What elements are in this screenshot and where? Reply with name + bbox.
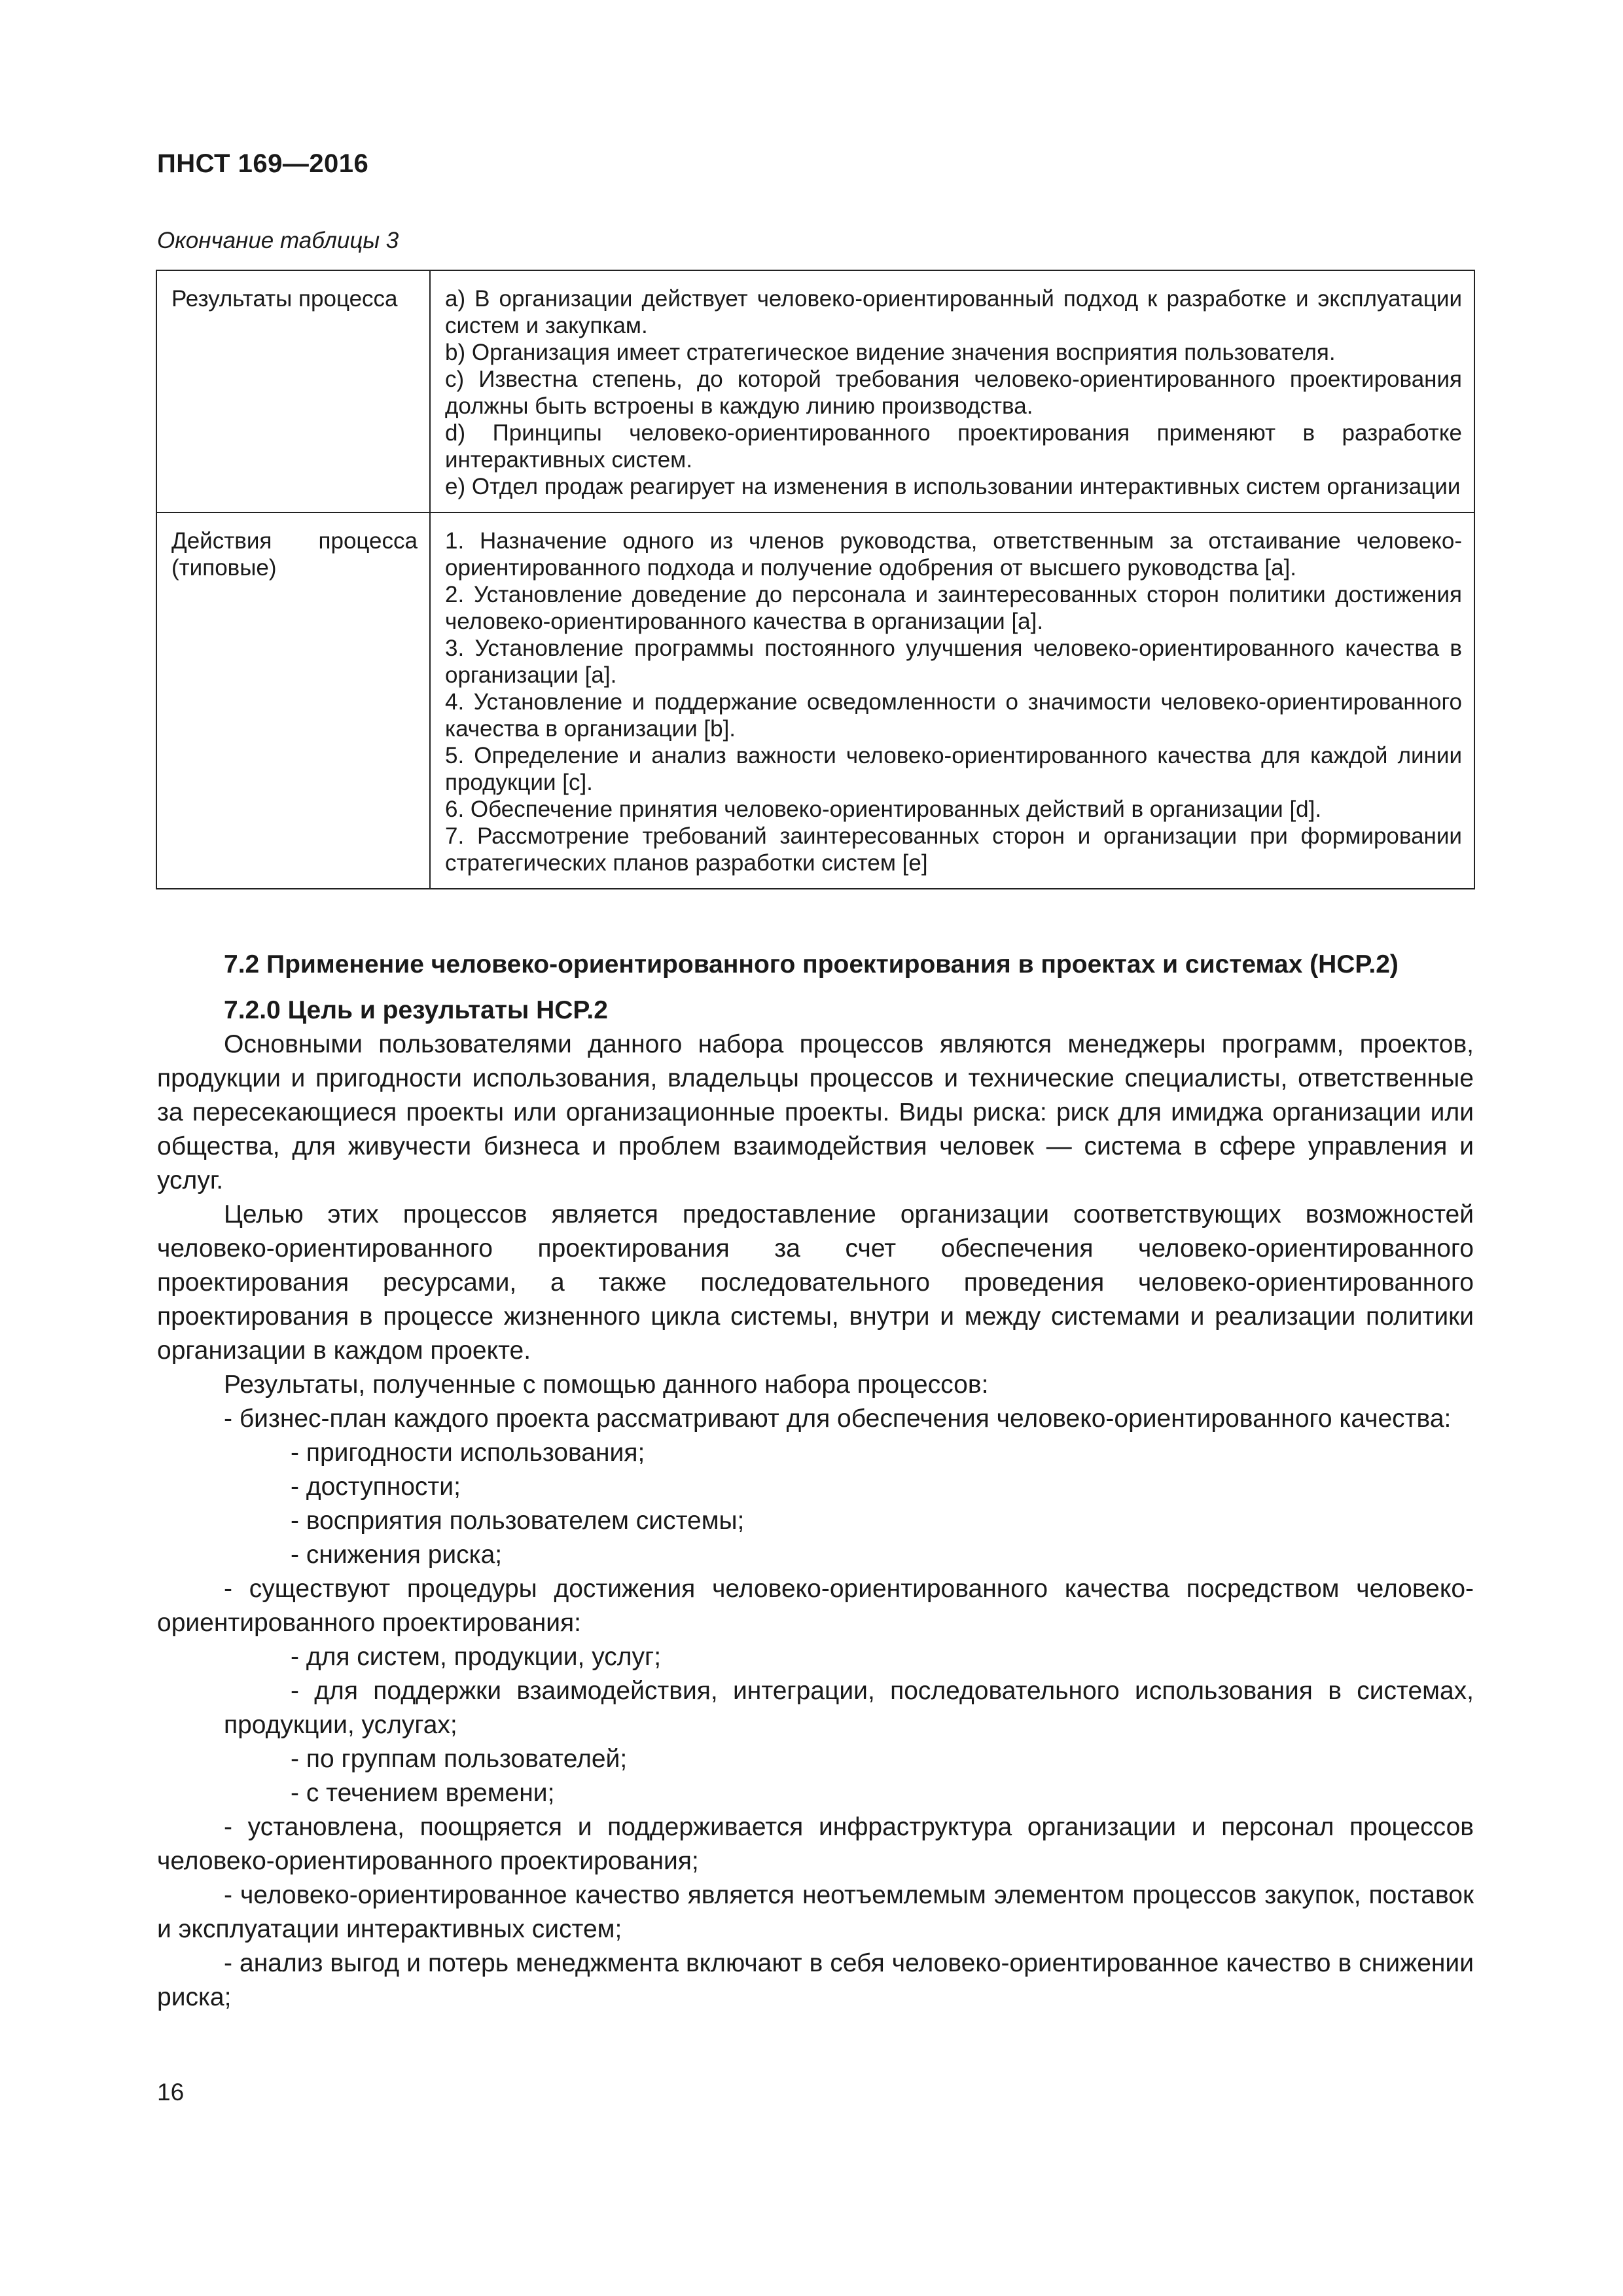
list-subitem: - для поддержки взаимодействия, интеграции, последовательного использования в системах, продукции, услугах; bbox=[224, 1677, 1474, 1739]
list-subitem: - снижения риска; bbox=[291, 1541, 503, 1569]
row-content-actions bbox=[430, 512, 1474, 889]
table-row bbox=[156, 512, 1474, 889]
result-item-c: c) Известна степень, до которой требования человеко-ориентированного проектирования должны быть встроены в каждую линию производства. bbox=[445, 367, 1462, 419]
list-subitem: - для систем, продукции, услуг; bbox=[291, 1643, 662, 1671]
paragraph: Результаты, полученные с помощью данного набора процессов: bbox=[224, 1371, 989, 1399]
action-item-4: 4. Установление и поддержание осведомленности о значимости человеко-ориентированного качества в организации [b]. bbox=[445, 689, 1462, 742]
table-3-end bbox=[156, 270, 1475, 889]
table-caption: Окончание таблицы 3 bbox=[157, 228, 399, 253]
standard-code: ПНСТ 169—2016 bbox=[157, 149, 369, 178]
action-item-6: 6. Обеспечение принятия человеко-ориентированных действий в организации [d]. bbox=[445, 797, 1322, 822]
action-item-2: 2. Установление доведение до персонала и заинтересованных сторон политики достижения человеко-ориентированного качества в организации [a]. bbox=[445, 582, 1462, 634]
list-subitem: - восприятия пользователем системы; bbox=[291, 1507, 745, 1535]
section-heading: 7.2 Применение человеко-ориентированного проектирования в проектах и системах (HCP.2) bbox=[224, 950, 1399, 978]
row-label-results: Результаты процесса bbox=[156, 270, 430, 512]
list-subitem: - доступности; bbox=[291, 1473, 461, 1501]
row-label-actions: Действия процесса (типовые) bbox=[156, 512, 430, 889]
list-item: - человеко-ориентированное качество является неотъемлемым элементом процессов закупок, поставок и эксплуатации интерактивных систем; bbox=[157, 1881, 1474, 1943]
result-item-e: e) Отдел продаж реагирует на изменения в использовании интерактивных систем организации bbox=[445, 474, 1461, 499]
paragraph: Основными пользователями данного набора процессов являются менеджеры программ, проектов, продукции и пригодности использования, владельцы процессов и технические специалисты, ответственные за пересекающиеся проекты или организационные проекты. Виды риска: риск для имиджа организации или общества, для живучести бизнеса и проблем взаимодействия человек — система в сфере управления и услуг. bbox=[157, 1030, 1474, 1194]
list-item: - бизнес-план каждого проекта рассматривают для обеспечения человеко-ориентированного качества: bbox=[224, 1405, 1452, 1433]
result-item-b: b) Организация имеет стратегическое видение значения восприятия пользователя. bbox=[445, 340, 1336, 365]
list-subitem: - с течением времени; bbox=[291, 1779, 555, 1807]
section-subheading: 7.2.0 Цель и результаты HCP.2 bbox=[224, 996, 608, 1024]
action-item-1: 1. Назначение одного из членов руководства, ответственным за отстаивание человеко-ориентированного подхода и получение одобрения от высшего руководства [a]. bbox=[445, 528, 1462, 581]
action-item-5: 5. Определение и анализ важности человеко-ориентированного качества для каждой линии продукции [c]. bbox=[445, 743, 1462, 795]
list-item: - установлена, поощряется и поддерживается инфраструктура организации и персонал процессов человеко-ориентированного проектирования; bbox=[157, 1813, 1474, 1875]
table-row bbox=[156, 270, 1474, 512]
paragraph: Целью этих процессов является предоставление организации соответствующих возможностей человеко-ориентированного проектирования за счет обеспечения человеко-ориентированного проектирования ресурсами, а также последовательного проведения человеко-ориентированного проектирования в процессе жизненного цикла системы, внутри и между системами и реализации политики организации в каждом проекте. bbox=[157, 1200, 1474, 1365]
result-item-a: a) В организации действует человеко-ориентированный подход к разработке и эксплуатации систем и закупкам. bbox=[445, 286, 1462, 338]
list-item: - анализ выгод и потерь менеджмента включают в себя человеко-ориентированное качество в снижении риска; bbox=[157, 1949, 1474, 2011]
page-number: 16 bbox=[157, 2079, 185, 2106]
action-item-7: 7. Рассмотрение требований заинтересованных сторон и организации при формировании стратегических планов разработки систем [e] bbox=[445, 823, 1462, 876]
result-item-d: d) Принципы человеко-ориентированного проектирования применяют в разработке интерактивных систем. bbox=[445, 420, 1462, 473]
section-body bbox=[157, 948, 1474, 2015]
list-subitem: - пригодности использования; bbox=[291, 1439, 645, 1467]
list-item: - существуют процедуры достижения человеко-ориентированного качества посредством человеко-ориентированного проектирования: bbox=[157, 1575, 1474, 1637]
row-content-results bbox=[430, 270, 1474, 512]
list-subitem: - по группам пользователей; bbox=[291, 1745, 628, 1773]
action-item-3: 3. Установление программы постоянного улучшения человеко-ориентированного качества в организации [a]. bbox=[445, 636, 1462, 688]
